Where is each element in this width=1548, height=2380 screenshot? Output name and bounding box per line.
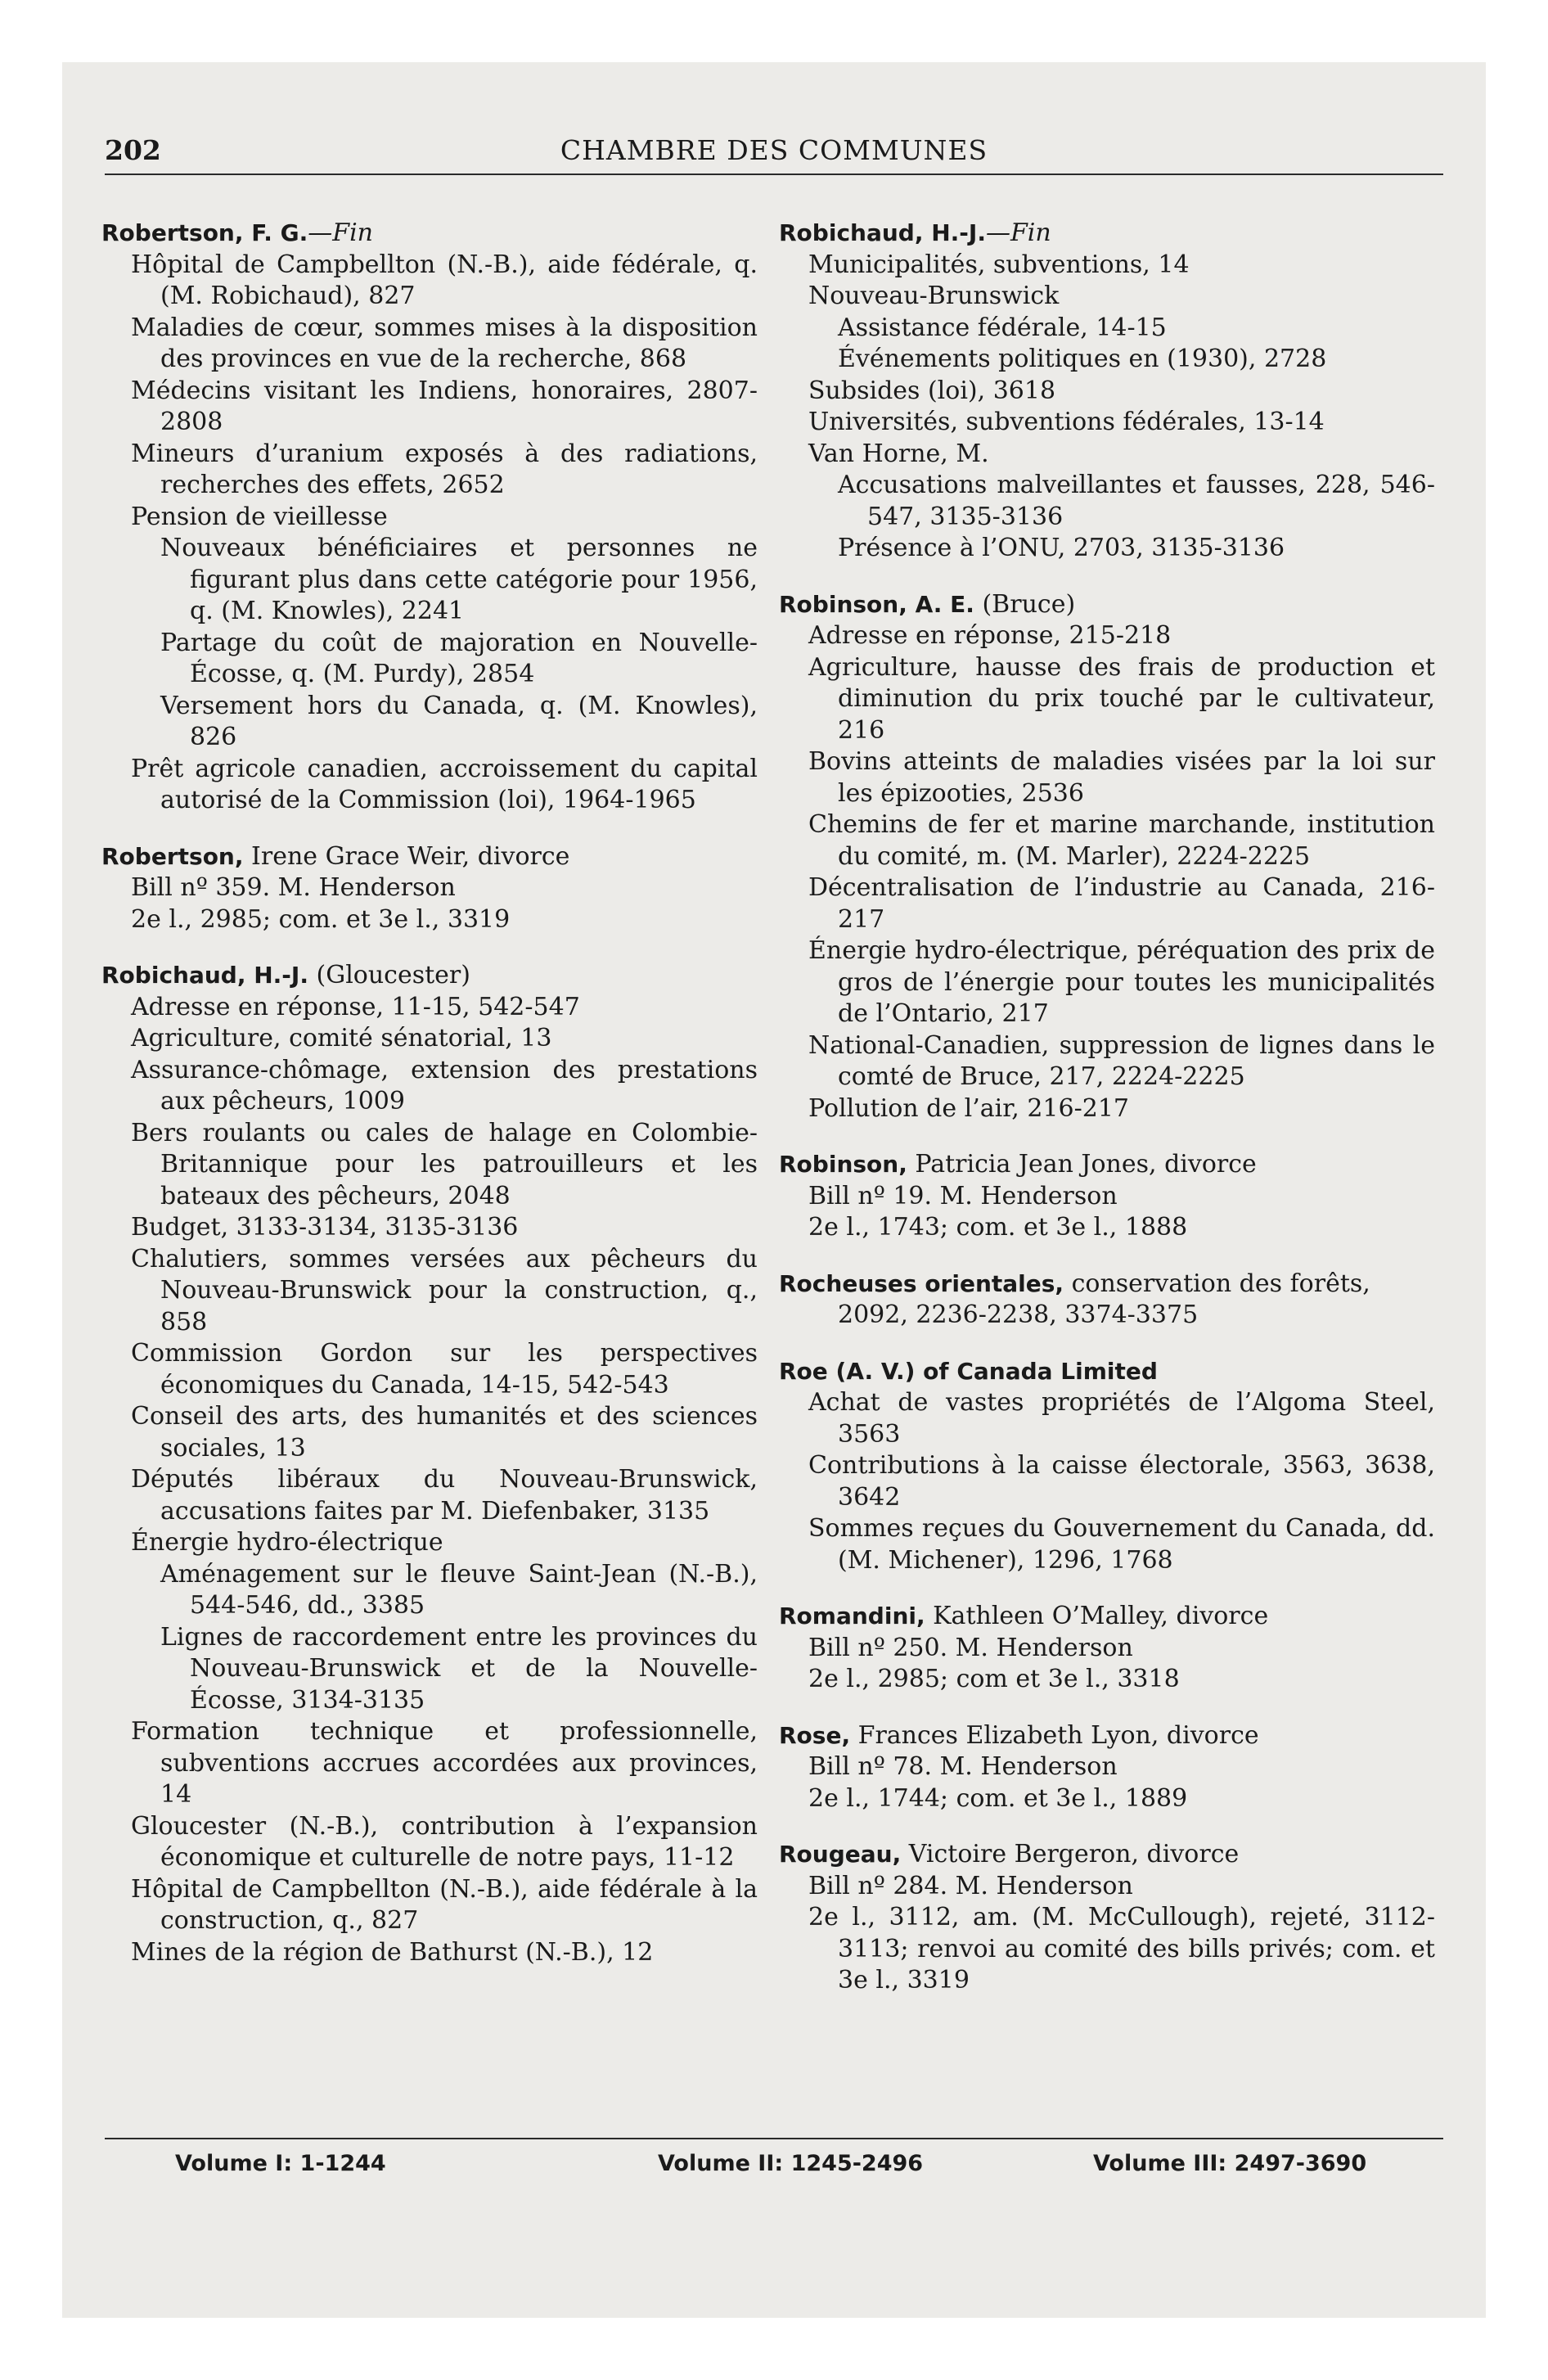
index-item: Chemins de fer et marine marchande, institution du comité, m. (M. Marler), 2224-2225: [808, 810, 1435, 871]
entry-name: Roe (A. V.) of Canada Limited: [779, 1357, 1158, 1385]
index-item: Assurance-chômage, extension des prestations aux pêcheurs, 1009: [131, 1055, 758, 1116]
right-column: [779, 218, 1435, 1997]
index-subitem: Partage du coût de majoration en Nouvelle-Écosse, q. (M. Purdy), 2854: [160, 628, 758, 688]
index-item: Municipalités, subventions, 14: [808, 250, 1190, 279]
index-entry: [101, 960, 758, 1968]
entry-name: Rougeau,: [779, 1841, 902, 1868]
index-item: Bill nº 19. M. Henderson: [808, 1181, 1118, 1210]
entry-name: Rocheuses orientales,: [779, 1269, 1064, 1297]
index-item: Chalutiers, sommes versées aux pêcheurs du Nouveau-Brunswick pour la construction, q., 858: [131, 1244, 758, 1336]
index-item: Pension de vieillesse: [131, 502, 388, 531]
entry-name: Robinson, A. E.: [779, 590, 974, 618]
index-item: Agriculture, hausse des frais de production et diminution du prix touché par le cultivateur, 216: [808, 652, 1435, 745]
index-item: 2e l., 1744; com. et 3e l., 1889: [808, 1783, 1188, 1813]
index-entry: [779, 1149, 1435, 1244]
index-item: Hôpital de Campbellton (N.-B.), aide fédérale à la construction, q., 827: [131, 1874, 758, 1935]
entry-name: Robichaud, H.-J.: [779, 219, 986, 246]
entry-suffix: Irene Grace Weir, divorce: [243, 841, 570, 871]
index-item: Mines de la région de Bathurst (N.-B.), 12: [131, 1937, 654, 1967]
entry-suffix: Kathleen O’Malley, divorce: [925, 1602, 1269, 1630]
index-subitem: Accusations malveillantes et fausses, 228, 546-547, 3135-3136: [838, 471, 1435, 531]
index-item: Universités, subventions fédérales, 13-14: [808, 408, 1325, 436]
footer-rule: [105, 2138, 1443, 2139]
index-item: Bill nº 359. M. Henderson: [131, 873, 456, 902]
index-subitem: Nouveaux bénéficiaires et personnes ne figurant plus dans cette catégorie pour 1956, q. (M. Knowles), 2241: [160, 534, 758, 625]
index-item: Bovins atteints de maladies visées par la loi sur les épizooties, 2536: [808, 747, 1435, 808]
index-item: Agriculture, comité sénatorial, 13: [131, 1024, 552, 1053]
index-item: Pollution de l’air, 216-217: [808, 1093, 1129, 1123]
entry-name: Robinson,: [779, 1151, 907, 1178]
index-subitem: Lignes de raccordement entre les provinces du Nouveau-Brunswick et de la Nouvelle-Écosse, 3134-3135: [160, 1622, 758, 1715]
index-item: Décentralisation de l’industrie au Canada, 216-217: [808, 873, 1435, 934]
index-item: Énergie hydro-électrique, péréquation des prix de gros de l’énergie pour toutes les municipalités de l’Ontario, 217: [808, 936, 1435, 1028]
index-item: Médecins visitant les Indiens, honoraires, 2807-2808: [131, 376, 758, 436]
index-item: National-Canadien, suppression de lignes dans le comté de Bruce, 217, 2224-2225: [808, 1030, 1435, 1091]
page-title: CHAMBRE DES COMMUNES: [560, 134, 988, 166]
index-item: Sommes reçues du Gouvernement du Canada, dd. (M. Michener), 1296, 1768: [808, 1514, 1435, 1575]
entry-name: Rose,: [779, 1721, 851, 1749]
index-entry: [779, 1269, 1435, 1332]
index-item: Adresse en réponse, 11-15, 542-547: [131, 992, 580, 1021]
entry-suffix: —Fin: [985, 219, 1051, 247]
index-item: Bill nº 250. M. Henderson: [808, 1633, 1133, 1662]
index-subitem: Assistance fédérale, 14-15: [838, 313, 1167, 342]
index-item: 2e l., 2985; com. et 3e l., 3319: [131, 904, 511, 934]
entry-name: Robertson,: [101, 842, 244, 870]
page: [62, 62, 1486, 2318]
index-item: 2092, 2236-2238, 3374-3375: [838, 1300, 1199, 1329]
index-item: Achat de vastes propriétés de l’Algoma Steel, 3563: [808, 1388, 1435, 1449]
index-subitem: Présence à l’ONU, 2703, 3135-3136: [838, 534, 1285, 562]
index-item: Énergie hydro-électrique: [131, 1528, 443, 1557]
index-entry: [779, 1356, 1435, 1577]
index-entry: [779, 1839, 1435, 1997]
index-entry: [779, 1601, 1435, 1696]
entry-suffix: (Gloucester): [308, 961, 470, 989]
index-item: Budget, 3133-3134, 3135-3136: [131, 1213, 519, 1242]
index-item: Conseil des arts, des humanités et des sciences sociales, 13: [131, 1402, 758, 1463]
volume-3-range: Volume III: 2497-3690: [1093, 2151, 1367, 2176]
page-header: [105, 134, 1443, 170]
entry-name: Robertson, F. G.: [101, 219, 308, 246]
entry-name: Romandini,: [779, 1602, 925, 1629]
index-item: Contributions à la caisse électorale, 3563, 3638, 3642: [808, 1451, 1435, 1512]
page-footer: [105, 2151, 1443, 2184]
index-item: 2e l., 1743; com. et 3e l., 1888: [808, 1213, 1188, 1242]
entry-suffix: Victoire Bergeron, divorce: [901, 1840, 1240, 1868]
index-item: 2e l., 2985; com et 3e l., 3318: [808, 1665, 1180, 1693]
index-entry: [779, 218, 1435, 565]
index-item: Gloucester (N.-B.), contribution à l’expansion économique et culturelle de notre pays, 11-12: [131, 1811, 758, 1872]
entry-suffix: (Bruce): [974, 589, 1076, 619]
entry-name: Robichaud, H.-J.: [101, 962, 308, 989]
volume-1-range: Volume I: 1-1244: [175, 2151, 386, 2176]
index-item: Nouveau-Brunswick: [808, 282, 1060, 310]
index-subitem: Versement hors du Canada, q. (M. Knowles), 826: [160, 691, 758, 751]
entry-suffix: —Fin: [308, 219, 373, 247]
index-item: Hôpital de Campbellton (N.-B.), aide fédérale, q. (M. Robichaud), 827: [131, 250, 758, 310]
index-item: Mineurs d’uranium exposés à des radiations, recherches des effets, 2652: [131, 439, 758, 499]
index-item: Adresse en réponse, 215-218: [808, 621, 1172, 650]
volume-2-range: Volume II: 1245-2496: [658, 2151, 924, 2176]
left-column: [101, 218, 758, 1968]
index-item: Maladies de cœur, sommes mises à la disposition des provinces en vue de la recherche, 868: [131, 313, 758, 373]
index-item: Bers roulants ou cales de halage en Colombie-Britannique pour les patrouilleurs et les bateaux des pêcheurs, 2048: [131, 1118, 758, 1210]
index-item: Formation technique et professionnelle, subventions accrues accordées aux provinces, 14: [131, 1717, 758, 1809]
index-entry: [101, 841, 758, 936]
index-item: 2e l., 3112, am. (M. McCullough), rejeté, 3112-3113; renvoi au comité des bills privés; com. et 3e l., 3319: [808, 1903, 1435, 1995]
index-item: Commission Gordon sur les perspectives économiques du Canada, 14-15, 542-543: [131, 1339, 758, 1400]
index-item: Députés libéraux du Nouveau-Brunswick, accusations faites par M. Diefenbaker, 3135: [131, 1465, 758, 1526]
header-rule: [105, 174, 1443, 175]
index-entry: [101, 218, 758, 817]
index-entry: [779, 589, 1435, 1125]
index-item: Bill nº 284. M. Henderson: [808, 1871, 1133, 1900]
index-item: Subsides (loi), 3618: [808, 376, 1056, 405]
index-item: Bill nº 78. M. Henderson: [808, 1752, 1118, 1781]
index-item: Van Horne, M.: [808, 439, 989, 468]
index-subitem: Événements politiques en (1930), 2728: [838, 345, 1327, 373]
index-item: Prêt agricole canadien, accroissement du capital autorisé de la Commission (loi), 1964-1965: [131, 754, 758, 814]
index-entry: [779, 1720, 1435, 1815]
index-subitem: Aménagement sur le fleuve Saint-Jean (N.-B.), 544-546, dd., 3385: [160, 1559, 758, 1620]
page-number: 202: [105, 134, 161, 166]
entry-suffix: Frances Elizabeth Lyon, divorce: [850, 1720, 1259, 1750]
entry-suffix: conservation des forêts,: [1064, 1269, 1370, 1298]
entry-suffix: Patricia Jean Jones, divorce: [907, 1150, 1257, 1179]
